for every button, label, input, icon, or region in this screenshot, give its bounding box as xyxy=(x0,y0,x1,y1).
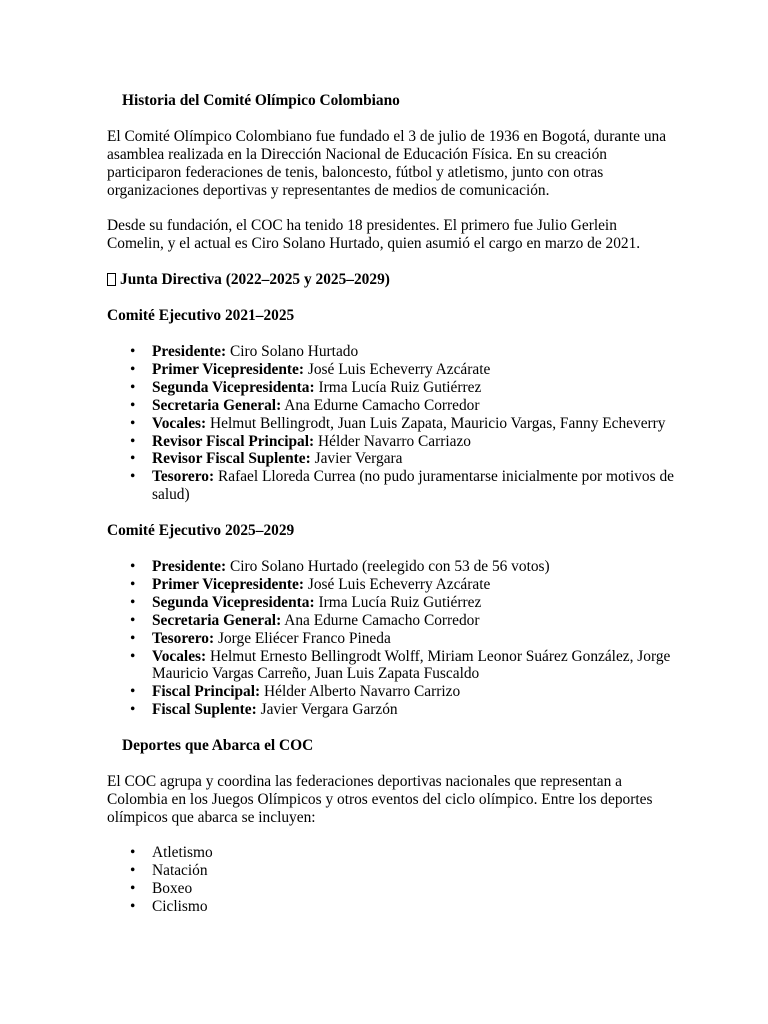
list-item-role: Fiscal Principal: xyxy=(152,683,261,701)
missing-glyph-icon xyxy=(107,273,116,286)
list-item-role: Revisor Fiscal Suplente: xyxy=(152,450,311,468)
list-item xyxy=(152,433,712,451)
list-item: • Ciclismo xyxy=(152,898,712,916)
list-item xyxy=(152,415,712,433)
junta-heading-text: Junta Directiva (2022–2025 y 2025–2029) xyxy=(120,271,390,288)
list-item-name: Ana Edurne Camacho Corredor xyxy=(281,396,480,414)
deportes-paragraph: El COC agrupa y coordina las federaciones deportivas nacionales que representan a Colombia en los Juegos Olímpicos y otros eventos del ciclo olímpico. Entre los deportes olímpicos que abarca se incluyen: xyxy=(107,773,653,826)
list-item xyxy=(152,576,712,594)
list-item-role: Secretaria General: xyxy=(152,396,282,414)
historia-paragraph-2: Desde su fundación, el COC ha tenido 18 presidentes. El primero fue Julio Gerlein Comelin, y el actual es Ciro Solano Hurtado, quien asumió el cargo en marzo de 2021. xyxy=(107,217,641,252)
deportes-list xyxy=(107,844,712,916)
list-item xyxy=(152,630,712,648)
list-item-role: Presidente: xyxy=(152,558,227,575)
list-item: • Atletismo xyxy=(152,844,712,862)
list-item xyxy=(152,701,712,719)
comite-2025-heading: Comité Ejecutivo 2025–2029 xyxy=(107,522,295,539)
list-item-name: Helmut Bellingrodt, Juan Luis Zapata, Mauricio Vargas, Fanny Echeverry xyxy=(206,414,666,432)
list-item xyxy=(152,612,712,630)
historia-heading: Historia del Comité Olímpico Colombiano xyxy=(122,92,400,109)
list-item-role: Vocales: xyxy=(152,414,207,432)
list-item xyxy=(152,379,712,397)
list-item-role: Presidente: xyxy=(152,343,227,360)
historia-paragraph-1: El Comité Olímpico Colombiano fue fundado el 3 de julio de 1936 en Bogotá, durante una asamblea realizada en la Dirección Nacional de Educación Física. En su creación participaron federaciones de tenis, baloncesto, fútbol y atletismo, junto con otras organizaciones deportivas y representantes de medios de comunicación. xyxy=(107,128,667,199)
comite-2021-list xyxy=(107,343,712,504)
junta-heading xyxy=(107,271,667,289)
list-item-role: Primer Vicepresidente: xyxy=(152,575,305,593)
list-item-role: Revisor Fiscal Principal: xyxy=(152,432,315,450)
list-item-role: Tesorero: xyxy=(152,468,215,486)
list-item-role: Primer Vicepresidente: xyxy=(152,360,305,378)
list-item xyxy=(152,361,712,379)
list-item-name: Javier Vergara xyxy=(310,450,403,468)
list-item: • Boxeo xyxy=(152,880,712,898)
comite-2025-list xyxy=(107,558,712,719)
list-item: • Natación xyxy=(152,862,712,880)
list-item xyxy=(152,648,712,684)
list-item xyxy=(152,450,712,468)
deportes-heading: Deportes que Abarca el COC xyxy=(122,737,314,754)
list-item xyxy=(152,397,712,415)
list-item-role: Vocales: xyxy=(152,647,207,665)
list-item xyxy=(152,683,712,701)
list-item-name: José Luis Echeverry Azcárate xyxy=(304,575,491,593)
list-item-name: Irma Lucía Ruiz Gutiérrez xyxy=(314,593,482,611)
list-item-name: José Luis Echeverry Azcárate xyxy=(304,360,491,378)
list-item-name: Ana Edurne Camacho Corredor xyxy=(281,611,480,629)
list-item-name: Javier Vergara Garzón xyxy=(256,701,398,719)
list-item-role: Segunda Vicepresidenta: xyxy=(152,378,315,396)
list-item xyxy=(152,343,712,361)
list-item-role: Fiscal Suplente: xyxy=(152,701,257,719)
list-item-name: Irma Lucía Ruiz Gutiérrez xyxy=(314,378,482,396)
list-item-name: Hélder Alberto Navarro Carrizo xyxy=(260,683,461,701)
comite-2021-heading: Comité Ejecutivo 2021–2025 xyxy=(107,307,295,324)
list-item-role: Secretaria General: xyxy=(152,611,282,629)
list-item xyxy=(152,558,712,576)
list-item-name: Ciro Solano Hurtado xyxy=(226,343,359,360)
list-item-role: Segunda Vicepresidenta: xyxy=(152,593,315,611)
list-item-name: Helmut Ernesto Bellingrodt Wolff, Miriam Leonor Suárez González, Jorge Mauricio Vargas Carreño, Juan Luis Zapata Fuscaldo xyxy=(152,647,671,683)
list-item xyxy=(152,468,712,504)
list-item-name: Jorge Eliécer Franco Pineda xyxy=(214,629,391,647)
list-item-name: Ciro Solano Hurtado (reelegido con 53 de 56 votos) xyxy=(226,558,550,575)
list-item-role: Tesorero: xyxy=(152,629,215,647)
list-item-name: Rafael Lloreda Currea (no pudo juramentarse inicialmente por motivos de salud) xyxy=(152,468,674,504)
list-item-name: Hélder Navarro Carriazo xyxy=(314,432,471,450)
list-item xyxy=(152,594,712,612)
